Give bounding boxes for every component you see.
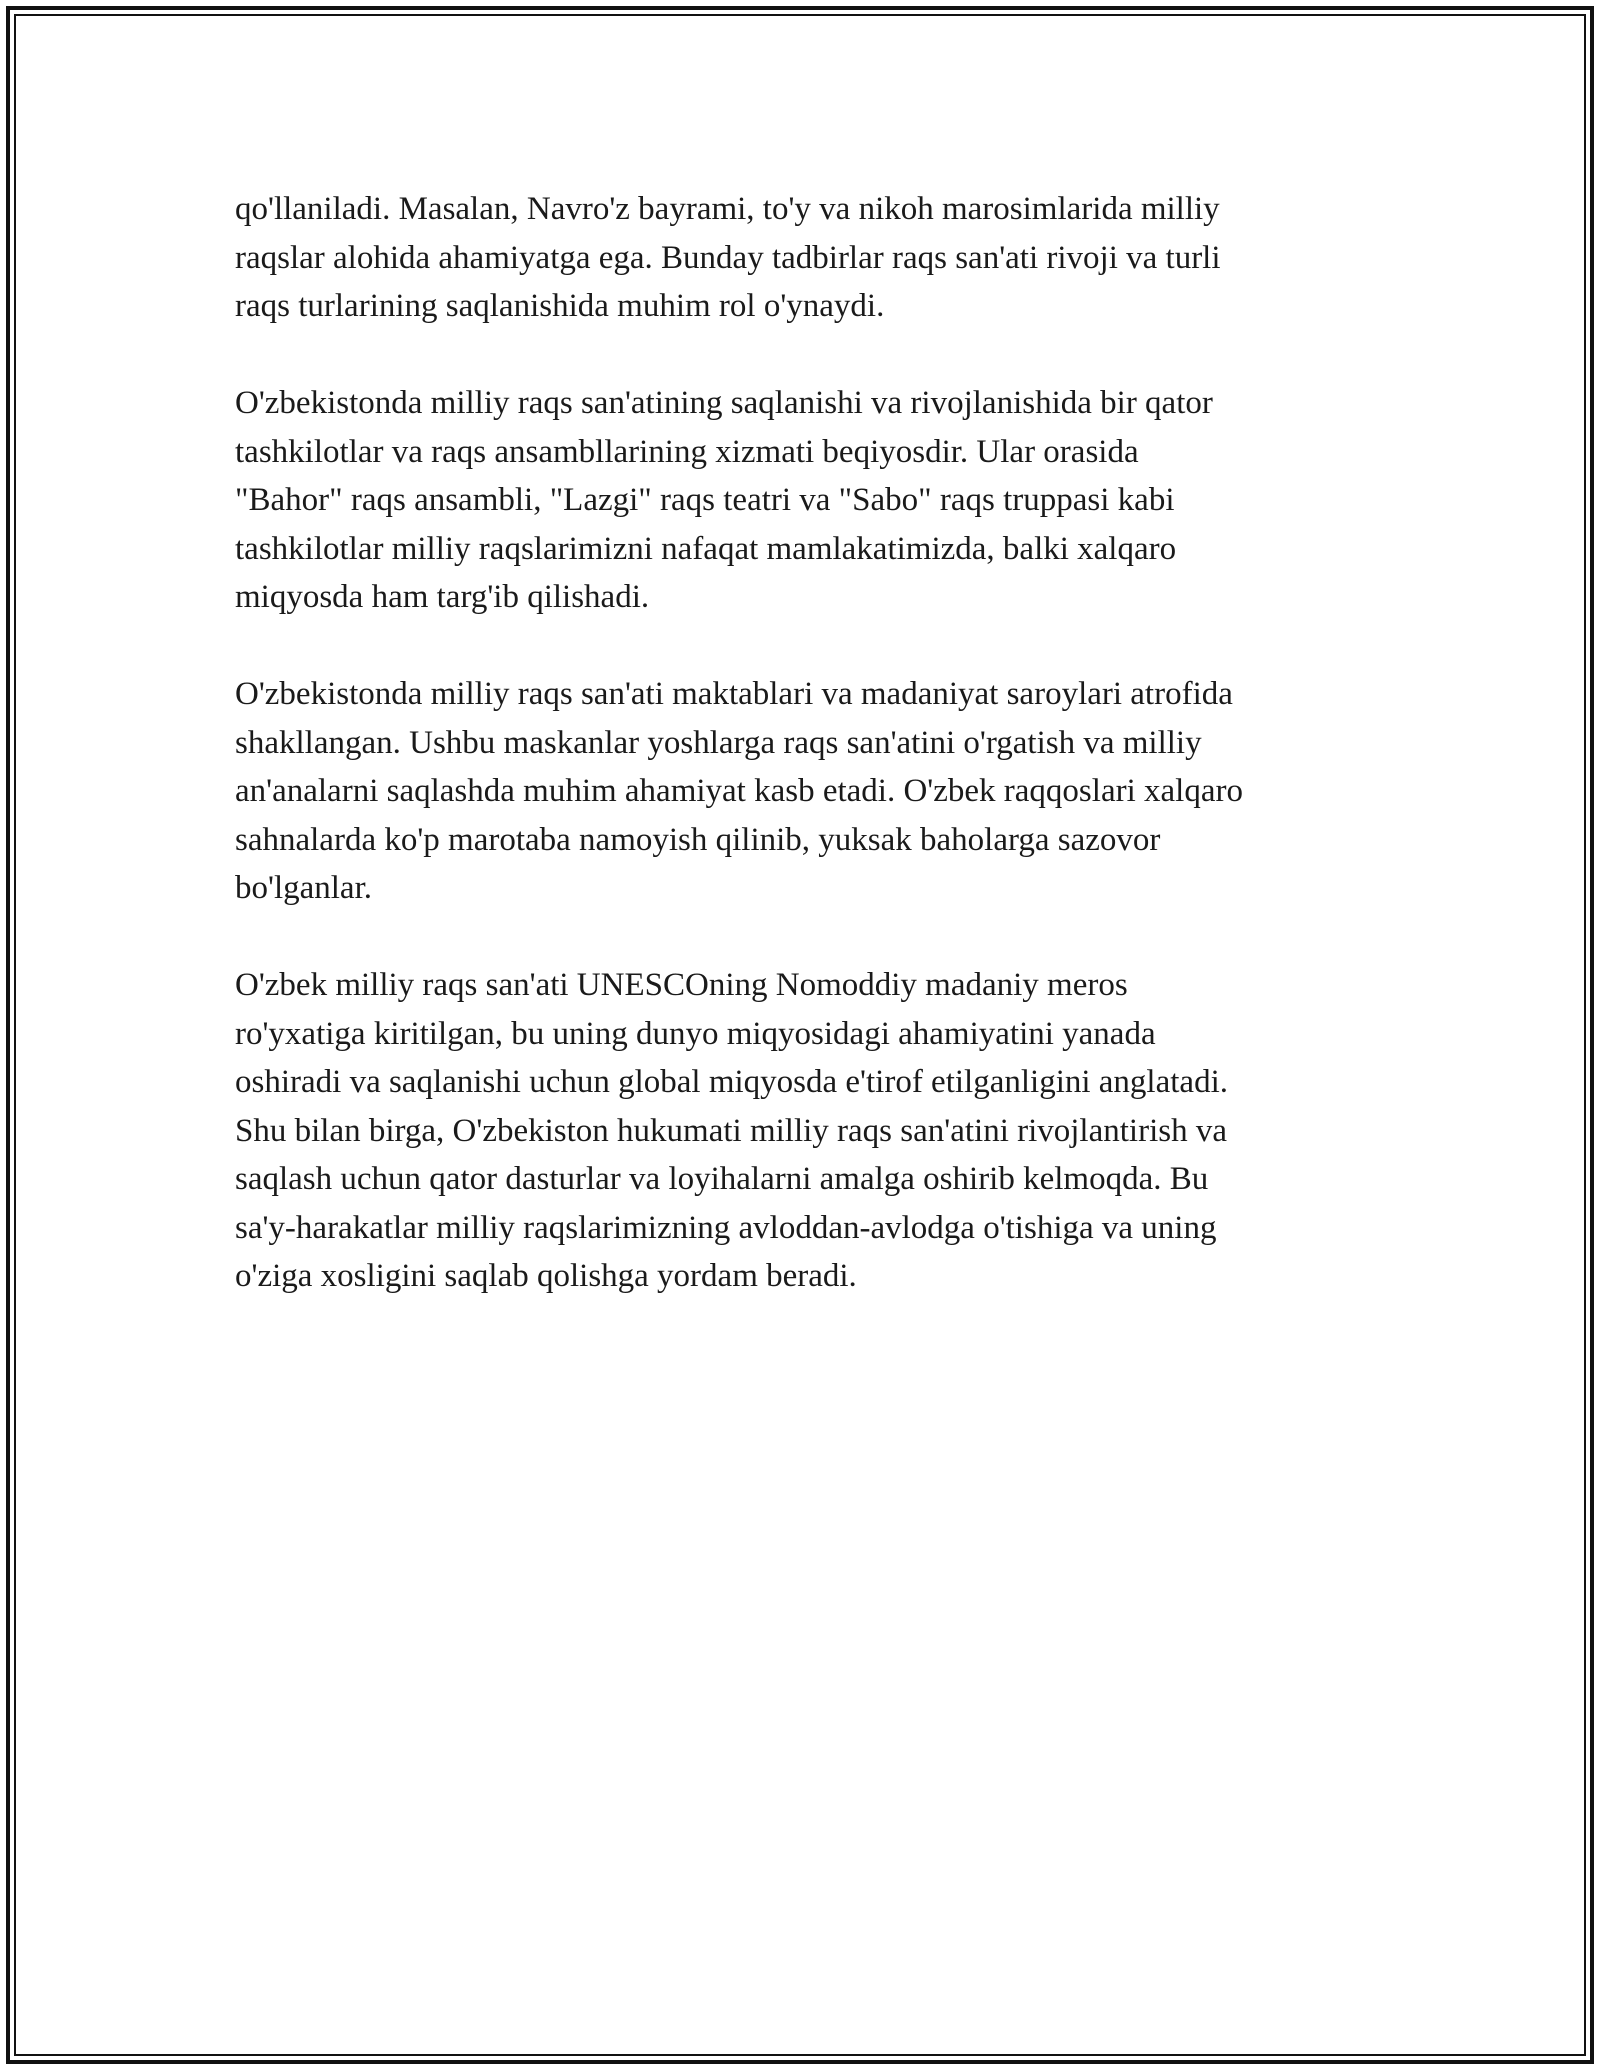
text-line: ro'yxatiga kiritilgan, bu uning dunyo miqyosidagi ahamiyatini yanada [235, 1015, 1156, 1052]
text-line: tashkilotlar milliy raqslarimizni nafaqat mamlakatimizda, balki xalqaro [235, 530, 1177, 567]
document-body [235, 185, 1365, 1349]
text-line: sahnalarda ko'p marotaba namoyish qilinib, yuksak baholarga sazovor [235, 821, 1161, 858]
text-line: raqs turlarining saqlanishida muhim rol o'ynaydi. [235, 288, 885, 324]
paragraph-4 [235, 961, 1365, 1301]
text-line: miqyosda ham targ'ib qilishadi. [235, 579, 650, 615]
text-line: o'ziga xosligini saqlab qolishga yordam beradi. [235, 1258, 857, 1294]
text-line: raqslar alohida ahamiyatga ega. Bunday tadbirlar raqs san'ati rivoji va turli [235, 239, 1221, 276]
text-line: sa'y-harakatlar milliy raqslarimizning avloddan-avlodga o'tishiga va uning [235, 1209, 1217, 1246]
text-line: Shu bilan birga, O'zbekiston hukumati milliy raqs san'atini rivojlantirish va [235, 1112, 1227, 1149]
text-line: tashkilotlar va raqs ansambllarining xizmati beqiyosdir. Ular orasida [235, 433, 1139, 470]
paragraph-1 [235, 185, 1365, 331]
text-line: bo'lganlar. [235, 870, 372, 906]
paragraph-2 [235, 379, 1365, 622]
paragraph-3 [235, 670, 1365, 913]
text-line: O'zbekistonda milliy raqs san'ati maktablari va madaniyat saroylari atrofida [235, 676, 1233, 712]
text-line: saqlash uchun qator dasturlar va loyihalarni amalga oshirib kelmoqda. Bu [235, 1161, 1209, 1197]
text-line: oshiradi va saqlanishi uchun global miqyosda e'tirof etilganligini anglatadi. [235, 1064, 1228, 1100]
text-line: an'analarni saqlashda muhim ahamiyat kasb etadi. O'zbek raqqoslari xalqaro [235, 773, 1243, 809]
text-line: "Bahor" raqs ansambli, "Lazgi" raqs teatri va "Sabo" raqs truppasi kabi [235, 482, 1175, 518]
text-line: shakllangan. Ushbu maskanlar yoshlarga raqs san'atini o'rgatish va milliy [235, 724, 1202, 761]
text-line: O'zbek milliy raqs san'ati UNESCOning Nomoddiy madaniy meros [235, 967, 1128, 1003]
text-line: qo'llaniladi. Masalan, Navro'z bayrami, to'y va nikoh marosimlarida milliy [235, 191, 1220, 227]
text-line: O'zbekistonda milliy raqs san'atining saqlanishi va rivojlanishida bir qator [235, 385, 1213, 421]
